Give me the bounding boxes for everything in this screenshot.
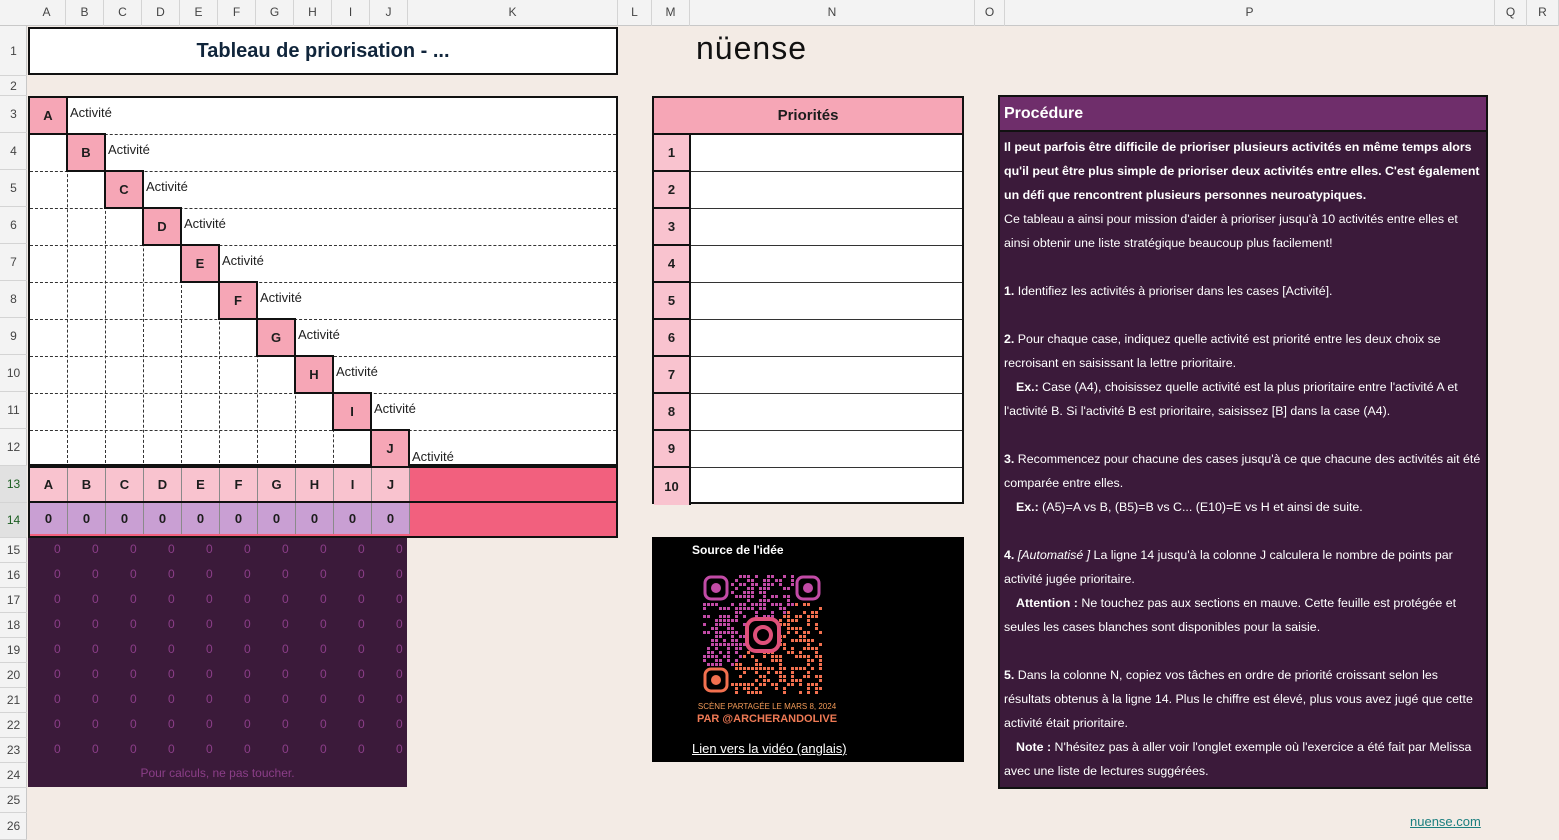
calc-cell: 0	[92, 567, 99, 581]
calc-cell: 0	[358, 742, 365, 756]
comparison-cell[interactable]	[30, 357, 68, 394]
score-cell-a: 0	[30, 503, 68, 534]
comparison-cell[interactable]	[68, 246, 106, 283]
calc-cell: 0	[92, 592, 99, 606]
source-title: Source de l'idée	[692, 543, 784, 557]
priority-input-3[interactable]	[691, 209, 962, 246]
procedure-step-4-attention	[1004, 591, 1486, 639]
summary-letter-j: J	[372, 468, 410, 501]
priority-input-4[interactable]	[691, 246, 962, 283]
sheet-title[interactable]: Tableau de priorisation - ...	[28, 27, 618, 75]
calc-cell: 0	[320, 592, 327, 606]
procedure-intro: Ce tableau a ainsi pour mission d'aider à prioriser jusqu'à 10 activités entre elles et ainsi obtenir une liste stratégique beaucoup plus facilement!	[1004, 212, 1458, 250]
comparison-cell[interactable]	[220, 320, 258, 357]
calc-cell: 0	[396, 542, 403, 556]
calc-cell: 0	[130, 592, 137, 606]
column-header-b[interactable]: B	[66, 0, 104, 26]
calc-cell: 0	[92, 742, 99, 756]
calc-cell: 0	[244, 667, 251, 681]
step-5-number: 5.	[1004, 668, 1015, 682]
priority-input-8[interactable]	[691, 394, 962, 431]
activity-cell-d[interactable]: Activité	[184, 216, 226, 231]
activity-cell-a[interactable]: Activité	[70, 105, 112, 120]
score-cell-f: 0	[220, 503, 258, 534]
comparison-cell[interactable]	[30, 320, 68, 357]
step-3-example-text: (A5)=A vs B, (B5)=B vs C... (E10)=E vs H et ainsi de suite.	[1038, 500, 1363, 514]
comparison-cell[interactable]	[144, 283, 182, 320]
comparison-cell[interactable]	[30, 135, 68, 172]
procedure-step-4	[1004, 543, 1486, 591]
column-header-c[interactable]: C	[104, 0, 142, 26]
row-header-24[interactable]: 24	[0, 763, 27, 788]
calc-cell: 0	[320, 717, 327, 731]
calc-cell: 0	[206, 592, 213, 606]
calc-cell: 0	[244, 567, 251, 581]
calc-cell: 0	[54, 542, 61, 556]
calc-cell: 0	[54, 567, 61, 581]
diagonal-letter-b: B	[66, 133, 106, 172]
calc-cell: 0	[168, 667, 175, 681]
step-4-text: La ligne 14 jusqu'à la colonne J calculera le nombre de points par activité jugée prioritaire.	[1004, 548, 1453, 586]
calc-cell: 0	[358, 592, 365, 606]
procedure-step-1	[1004, 279, 1486, 303]
comparison-cell[interactable]	[220, 394, 258, 431]
calc-cell: 0	[282, 692, 289, 706]
calc-cell: 0	[320, 692, 327, 706]
calc-cell: 0	[282, 617, 289, 631]
calc-cell: 0	[320, 742, 327, 756]
calc-cell: 0	[358, 692, 365, 706]
comparison-cell[interactable]	[68, 283, 106, 320]
score-cell-i: 0	[334, 503, 372, 534]
comparison-cell[interactable]	[144, 431, 182, 468]
row-header-26[interactable]: 26	[0, 813, 27, 840]
step-1-number: 1.	[1004, 284, 1015, 298]
summary-letter-b: B	[68, 468, 106, 501]
priority-input-2[interactable]	[691, 172, 962, 209]
calc-cell: 0	[244, 617, 251, 631]
score-cell-b: 0	[68, 503, 106, 534]
diagonal-letter-j: J	[370, 429, 410, 468]
column-header-d[interactable]: D	[142, 0, 180, 26]
row-header-1[interactable]: 1	[0, 26, 27, 76]
comparison-cell[interactable]	[182, 320, 220, 357]
step-4-number: 4.	[1004, 548, 1015, 562]
activity-cell-c[interactable]: Activité	[146, 179, 188, 194]
comparison-cell[interactable]	[30, 394, 68, 431]
calc-cell: 0	[130, 692, 137, 706]
calc-cell: 0	[54, 617, 61, 631]
calc-cell: 0	[320, 542, 327, 556]
row-header-13[interactable]: 13	[0, 466, 27, 503]
column-header-o[interactable]: O	[975, 0, 1005, 26]
column-header-q[interactable]: Q	[1495, 0, 1527, 26]
priority-number-4: 4	[654, 246, 691, 283]
calc-cell: 0	[396, 667, 403, 681]
comparison-cell[interactable]	[144, 320, 182, 357]
score-cell-g: 0	[258, 503, 296, 534]
calc-cell: 0	[92, 542, 99, 556]
score-cell-c: 0	[106, 503, 144, 534]
comparison-cell[interactable]	[258, 431, 296, 468]
calc-cell: 0	[54, 642, 61, 656]
calc-cell: 0	[92, 692, 99, 706]
priority-input-9[interactable]	[691, 431, 962, 468]
procedure-step-5	[1004, 663, 1486, 735]
calc-cell: 0	[206, 542, 213, 556]
calc-cell: 0	[206, 692, 213, 706]
comparison-cell[interactable]	[30, 172, 68, 209]
calc-cell: 0	[54, 742, 61, 756]
procedure-step-2-example	[1004, 375, 1486, 423]
calc-cell: 0	[358, 642, 365, 656]
calc-cell: 0	[320, 642, 327, 656]
row-header-15[interactable]: 15	[0, 538, 27, 563]
row-header-6[interactable]: 6	[0, 207, 27, 244]
row-header-18[interactable]: 18	[0, 613, 27, 638]
comparison-cell[interactable]	[30, 246, 68, 283]
calc-cell: 0	[244, 742, 251, 756]
row-header-10[interactable]: 10	[0, 355, 27, 392]
column-header-p[interactable]: P	[1005, 0, 1495, 26]
comparison-cell[interactable]	[30, 209, 68, 246]
calc-cell: 0	[168, 717, 175, 731]
comparison-cell[interactable]	[106, 394, 144, 431]
calc-cell: 0	[168, 617, 175, 631]
row-header-14[interactable]: 14	[0, 503, 27, 538]
column-header-l[interactable]: L	[618, 0, 652, 26]
calc-cell: 0	[282, 667, 289, 681]
procedure-step-2	[1004, 327, 1486, 375]
procedure-intro-bold: Il peut parfois être difficile de prioriser plusieurs activités en même temps alors qu'il peut être plus simple de prioriser deux activités entre elles. C'est également un défi que rencontrent plusieurs personnes neuroatypiques.	[1004, 140, 1480, 202]
comparison-cell[interactable]	[334, 431, 372, 468]
diagonal-letter-f: F	[218, 281, 258, 320]
calc-cell: 0	[130, 567, 137, 581]
row-header-11[interactable]: 11	[0, 392, 27, 429]
calc-cell: 0	[396, 692, 403, 706]
calc-cell: 0	[130, 742, 137, 756]
calc-cell: 0	[54, 692, 61, 706]
activity-cell-e[interactable]: Activité	[222, 253, 264, 268]
letters-summary-row	[28, 466, 618, 503]
calc-cell: 0	[396, 592, 403, 606]
step-4-attention-label: Attention :	[1016, 596, 1078, 610]
comparison-cell[interactable]	[68, 357, 106, 394]
priorities-header: Priorités	[654, 98, 962, 135]
priority-input-6[interactable]	[691, 320, 962, 357]
row-header-17[interactable]: 17	[0, 588, 27, 613]
priority-number-2: 2	[654, 172, 691, 209]
calc-cell: 0	[244, 542, 251, 556]
column-header-m[interactable]: M	[652, 0, 690, 26]
calc-cell: 0	[320, 667, 327, 681]
summary-letter-c: C	[106, 468, 144, 501]
activity-cell-b[interactable]: Activité	[108, 142, 150, 157]
summary-letter-h: H	[296, 468, 334, 501]
procedure-step-5-note	[1004, 735, 1486, 783]
priority-input-10[interactable]	[691, 468, 962, 505]
calc-cell: 0	[244, 642, 251, 656]
website-link[interactable]: nuense.com	[1410, 814, 1481, 829]
priority-input-5[interactable]	[691, 283, 962, 320]
calc-cell: 0	[358, 567, 365, 581]
step-5-note-label: Note :	[1016, 740, 1052, 754]
comparison-cell[interactable]	[106, 431, 144, 468]
comparison-cell[interactable]	[68, 431, 106, 468]
calc-cell: 0	[320, 567, 327, 581]
summary-letter-d: D	[144, 468, 182, 501]
calc-cell: 0	[130, 617, 137, 631]
row-header-9[interactable]: 9	[0, 318, 27, 355]
calc-cell: 0	[54, 667, 61, 681]
calc-cell: 0	[168, 692, 175, 706]
calc-cell: 0	[92, 717, 99, 731]
calc-cell: 0	[130, 642, 137, 656]
calc-cell: 0	[244, 692, 251, 706]
comparison-cell[interactable]	[182, 357, 220, 394]
comparison-cell[interactable]	[68, 209, 106, 246]
priority-matrix	[28, 96, 618, 466]
diagonal-letter-e: E	[180, 244, 220, 283]
column-header-r[interactable]: R	[1527, 0, 1559, 26]
calc-cell: 0	[54, 717, 61, 731]
comparison-cell[interactable]	[258, 394, 296, 431]
diagonal-letter-c: C	[104, 170, 144, 209]
calc-cell: 0	[206, 742, 213, 756]
row-header-19[interactable]: 19	[0, 638, 27, 663]
comparison-cell[interactable]	[30, 283, 68, 320]
calc-cell: 0	[282, 742, 289, 756]
step-3-text: Recommencez pour chacune des cases jusqu'à ce que chacune des activités ait été comparée entre elles.	[1004, 452, 1481, 490]
comparison-cell[interactable]	[296, 431, 334, 468]
comparison-cell[interactable]	[144, 357, 182, 394]
step-2-example-text: Case (A4), choisissez quelle activité est la plus prioritaire entre l'activité A et l'activité B. Si l'activité B est prioritaire, saisissez [B] dans la case (A4).	[1004, 380, 1458, 418]
calc-cell: 0	[358, 542, 365, 556]
brand-logo: nüense	[696, 30, 807, 66]
calc-cell: 0	[396, 617, 403, 631]
qr-caption-date: SCÈNE PARTAGÉE LE MARS 8, 2024	[697, 702, 837, 711]
calc-cell: 0	[282, 642, 289, 656]
diagonal-letter-g: G	[256, 318, 296, 357]
column-header-f[interactable]: F	[218, 0, 256, 26]
row-header-4[interactable]: 4	[0, 133, 27, 170]
column-header-bar	[0, 0, 1559, 26]
comparison-cell[interactable]	[220, 431, 258, 468]
comparison-cell[interactable]	[106, 246, 144, 283]
calc-cell: 0	[168, 542, 175, 556]
calc-cell: 0	[244, 717, 251, 731]
step-5-text: Dans la colonne N, copiez vos tâches en ordre de priorité croissant selon les résultats obtenus à la ligne 14. Plus le chiffre est élevé, plus vous avez jugé que cette activité était prioritaire.	[1004, 668, 1473, 730]
diagonal-letter-h: H	[294, 355, 334, 394]
calc-cell: 0	[206, 642, 213, 656]
calc-cell: 0	[206, 667, 213, 681]
row-header-7[interactable]: 7	[0, 244, 27, 281]
diagonal-letter-d: D	[142, 207, 182, 246]
comparison-cell[interactable]	[30, 431, 68, 468]
row-header-8[interactable]: 8	[0, 281, 27, 318]
priority-number-6: 6	[654, 320, 691, 357]
calc-cell: 0	[130, 667, 137, 681]
summary-letter-a: A	[30, 468, 68, 501]
row-header-16[interactable]: 16	[0, 563, 27, 588]
priority-input-7[interactable]	[691, 357, 962, 394]
calc-cell: 0	[396, 742, 403, 756]
priority-number-10: 10	[654, 468, 691, 505]
row-header-2[interactable]: 2	[0, 76, 27, 96]
step-3-example-label: Ex.:	[1016, 500, 1039, 514]
summary-letter-f: F	[220, 468, 258, 501]
calc-cell: 0	[168, 642, 175, 656]
summary-letter-e: E	[182, 468, 220, 501]
calc-cell: 0	[92, 667, 99, 681]
activity-cell-j[interactable]: Activité	[412, 449, 454, 464]
row-header-20[interactable]: 20	[0, 663, 27, 688]
calc-cell: 0	[54, 592, 61, 606]
comparison-cell[interactable]	[182, 283, 220, 320]
column-header-g[interactable]: G	[256, 0, 294, 26]
procedure-step-3-example	[1004, 495, 1486, 519]
step-1-text: Identifiez les activités à prioriser dans les cases [Activité].	[1014, 284, 1333, 298]
calc-cell: 0	[358, 617, 365, 631]
activity-cell-f[interactable]: Activité	[260, 290, 302, 305]
procedure-body	[1004, 135, 1486, 783]
qr-caption	[692, 700, 842, 726]
summary-letter-i: I	[334, 468, 372, 501]
column-header-a[interactable]: A	[28, 0, 66, 26]
procedure-header: Procédure	[1000, 97, 1486, 132]
column-header-i[interactable]: I	[332, 0, 370, 26]
calc-cell: 0	[92, 642, 99, 656]
priority-number-5: 5	[654, 283, 691, 320]
calc-cell: 0	[206, 617, 213, 631]
score-cell-e: 0	[182, 503, 220, 534]
comparison-cell[interactable]	[68, 172, 106, 209]
activity-cell-g[interactable]: Activité	[298, 327, 340, 342]
comparison-cell[interactable]	[106, 357, 144, 394]
calc-cell: 0	[396, 567, 403, 581]
matrix-grid-line	[30, 134, 616, 135]
calc-cell: 0	[206, 717, 213, 731]
calc-cell: 0	[130, 717, 137, 731]
activity-cell-i[interactable]: Activité	[374, 401, 416, 416]
calc-cell: 0	[282, 717, 289, 731]
row-header-23[interactable]: 23	[0, 738, 27, 763]
column-header-h[interactable]: H	[294, 0, 332, 26]
calc-cell: 0	[282, 592, 289, 606]
qr-caption-author: PAR @ARCHERANDOLIVE	[696, 713, 838, 725]
video-link[interactable]: Lien vers la vidéo (anglais)	[692, 741, 847, 756]
instagram-qr-code	[702, 574, 824, 696]
comparison-cell[interactable]	[144, 394, 182, 431]
step-2-number: 2.	[1004, 332, 1015, 346]
calc-cell: 0	[168, 592, 175, 606]
calc-cell: 0	[206, 567, 213, 581]
comparison-cell[interactable]	[144, 246, 182, 283]
column-header-n[interactable]: N	[690, 0, 975, 26]
score-cell-h: 0	[296, 503, 334, 534]
calc-note: Pour calculs, ne pas toucher.	[140, 766, 295, 780]
priority-number-8: 8	[654, 394, 691, 431]
calc-cell: 0	[168, 742, 175, 756]
step-2-example-label: Ex.:	[1016, 380, 1039, 394]
comparison-cell[interactable]	[182, 431, 220, 468]
calc-cell: 0	[168, 567, 175, 581]
row-header-22[interactable]: 22	[0, 713, 27, 738]
calc-cell: 0	[396, 642, 403, 656]
priority-number-3: 3	[654, 209, 691, 246]
comparison-cell[interactable]	[106, 283, 144, 320]
row-header-bar	[0, 26, 27, 840]
comparison-cell[interactable]	[220, 357, 258, 394]
priority-number-9: 9	[654, 431, 691, 468]
priorities-list	[652, 96, 964, 504]
column-header-j[interactable]: J	[370, 0, 408, 26]
diagonal-letter-i: I	[332, 392, 372, 431]
calc-cell: 0	[92, 617, 99, 631]
procedure-panel	[998, 95, 1488, 789]
calc-cell: 0	[320, 617, 327, 631]
procedure-step-3	[1004, 447, 1486, 495]
score-cell-d: 0	[144, 503, 182, 534]
row-header-25[interactable]: 25	[0, 788, 27, 813]
comparison-cell[interactable]	[296, 394, 334, 431]
column-header-k[interactable]: K	[408, 0, 618, 26]
comparison-cell[interactable]	[68, 394, 106, 431]
step-2-text: Pour chaque case, indiquez quelle activité est priorité entre les deux choix se recroisant en saisissant la lettre prioritaire.	[1004, 332, 1441, 370]
column-header-e[interactable]: E	[180, 0, 218, 26]
comparison-cell[interactable]	[106, 209, 144, 246]
calc-cell: 0	[244, 592, 251, 606]
score-cell-j: 0	[372, 503, 410, 534]
row-header-5[interactable]: 5	[0, 170, 27, 207]
comparison-cell[interactable]	[182, 394, 220, 431]
calc-cell: 0	[358, 667, 365, 681]
comparison-cell[interactable]	[68, 320, 106, 357]
source-panel	[652, 537, 964, 762]
priority-input-1[interactable]	[691, 135, 962, 172]
step-5-note-text: N'hésitez pas à aller voir l'onglet exemple où l'exercice a été fait par Melissa avec une liste de lectures suggérées.	[1004, 740, 1472, 778]
scores-row	[28, 503, 618, 538]
comparison-cell[interactable]	[258, 357, 296, 394]
calc-cell: 0	[130, 542, 137, 556]
step-4-italic: [Automatisé ]	[1014, 548, 1091, 562]
calc-cell: 0	[282, 542, 289, 556]
row-header-12[interactable]: 12	[0, 429, 27, 466]
priority-number-1: 1	[654, 135, 691, 172]
row-header-21[interactable]: 21	[0, 688, 27, 713]
calculation-area	[28, 538, 407, 787]
row-header-3[interactable]: 3	[0, 96, 27, 133]
diagonal-letter-a: A	[28, 96, 68, 135]
calc-cell: 0	[396, 717, 403, 731]
priority-number-7: 7	[654, 357, 691, 394]
activity-cell-h[interactable]: Activité	[336, 364, 378, 379]
comparison-cell[interactable]	[106, 320, 144, 357]
summary-letter-g: G	[258, 468, 296, 501]
calc-cell: 0	[358, 717, 365, 731]
step-3-number: 3.	[1004, 452, 1015, 466]
calc-cell: 0	[282, 567, 289, 581]
step-4-attention-text: Ne touchez pas aux sections en mauve. Cette feuille est protégée et seules les cases blanches sont disponibles pour la saisie.	[1004, 596, 1457, 634]
